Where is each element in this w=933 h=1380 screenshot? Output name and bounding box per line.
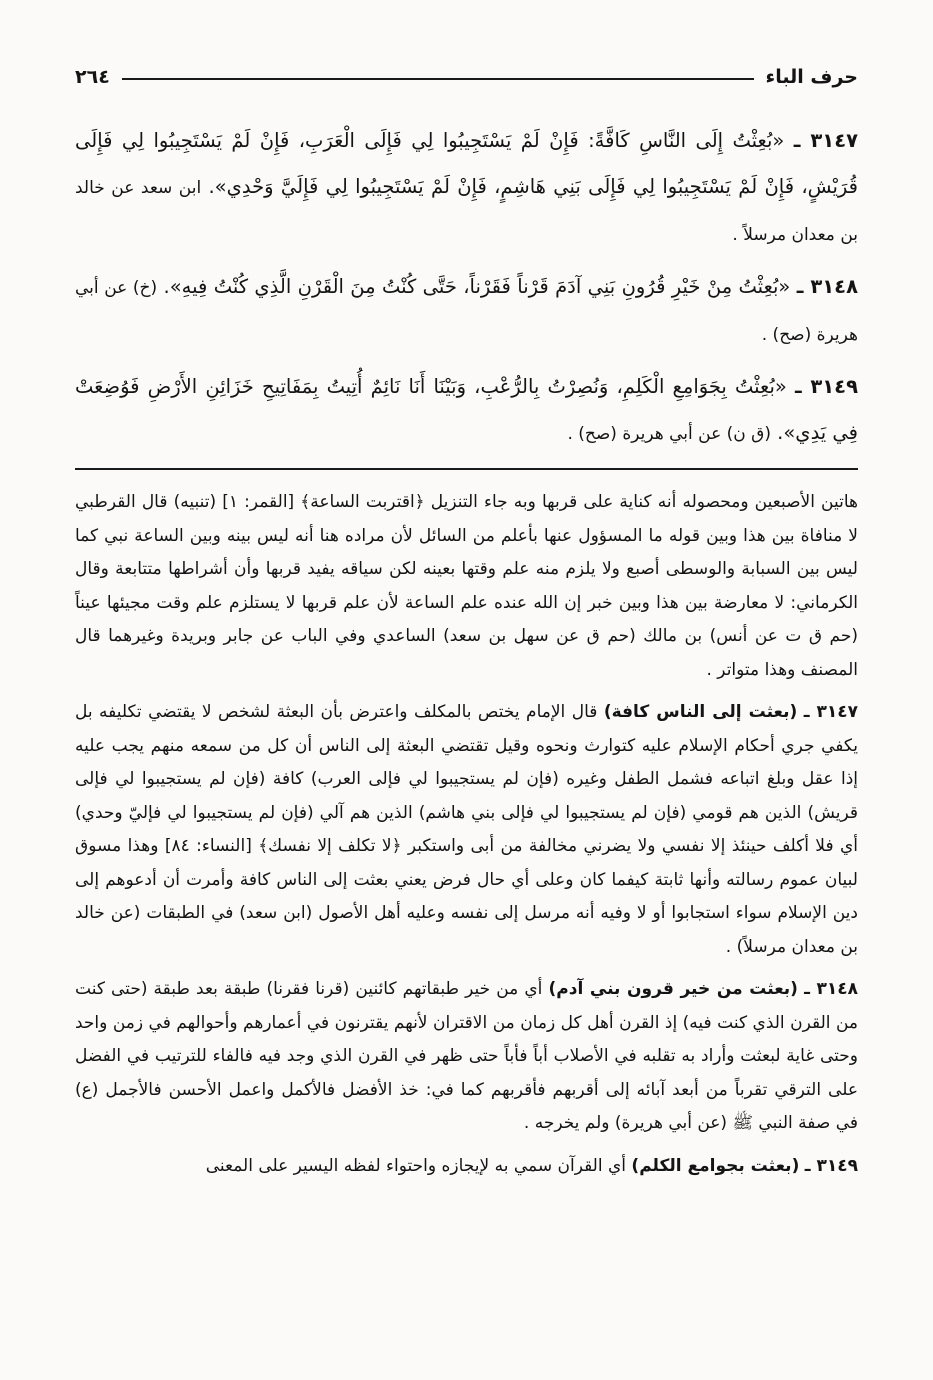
- hadith-source: (ق ن) عن أبي هريرة (صح) .: [567, 424, 771, 444]
- header-rule: [122, 78, 754, 80]
- commentary-text: أي القرآن سمي به لإيجازه واحتواء لفظه اليسير على المعنى: [205, 1155, 627, 1176]
- commentary-paragraph: [75, 696, 858, 964]
- commentary-text: هاتين الأصبعين ومحصوله أنه كناية على قربها وبه جاء التنزيل ﴿اقتربت الساعة﴾ [القمر: ١] (تنبيه) قال القرطبي لا منافاة بين هذا وبين قوله ما المسؤول عنها بأعلم من السائل لأن مراده هنا أنه ليس بينه وبين الساعة نبي كما ليس بين السبابة والوسطى أصبع ولا يلزم منه علم وقتها بعينه لكن سياقه يفيد قربها وأن أشراطها متتابعة وقال الكرماني: لا معارضة بين هذا وبين خبر إن الله عنده علم الساعة لأن علم قربها لا يستلزم علم وقت مجيئها عيناً (حم ق ت عن أنس) بن مالك (حم ق عن سهل بن سعد) الساعدي وفي الباب عن جابر وبريدة وغيرهما قال المصنف وهذا متواتر .: [75, 492, 858, 680]
- page-number: ٢٦٤: [75, 66, 110, 88]
- page-header: [75, 60, 858, 94]
- commentary-text: قال الإمام يختص بالمكلف واعترض بأن البعثة لشخص لا يقتضي تكليفه بل يكفي جري أحكام الإسلام عليه كتوارث ونحوه وقيل تقتضي البعثة إلى الناس أن كل من سمعه منهم يجب عليه إذا عقل وبلغ اتباعه فشمل الطفل وغيره (فإن لم يستجيبوا لي فإلى العرب) كافة (فإن لم يستجيبوا لي فإلى قريش) الذين هم قومي (فإن لم يستجيبوا لي فإلى بني هاشم) الذين هم آلي (فإن لم يستجيبوا لي فإليّ وحدي) أي فلا أكلف حينئذ إلا نفسي ولا يضرني مخالفة من أبى واستكبر ﴿لا تكلف إلا نفسك﴾ [النساء: ٨٤] وهذا مسوق لبيان عموم رسالته وأنها ثابتة كيفما كان وعلى أي حال فرض يعني بعثت إلى الناس كافة وأمرت أن أدعوهم إلى دين الإسلام سواء استجابوا أو لا وفيه أنه مرسل إلى نفسه وعليه أهل الأصول (ابن سعد) في الطبقات (عن خالد بن معدان مرسلاً) .: [75, 702, 858, 957]
- commentary-paragraph: [75, 973, 858, 1141]
- hadith-source: (خ) عن أبي هريرة (صح) .: [75, 278, 858, 345]
- commentary-section: [75, 486, 858, 1192]
- hadith-text: «بُعِثْتُ إِلَى النَّاسِ كَافَّةً: فَإِنْ لَمْ يَسْتَجِيبُوا لِي فَإِلَى الْعَرَبِ، فَإِنْ لَمْ يَسْتَجِيبُوا لِي فَإِلَى قُرَيْشٍ، فَإِنْ لَمْ يَسْتَجِيبُوا لِي فَإِلَى بَنِي هَاشِمٍ، فَإِنْ لَمْ يَسْتَجِيبُوا لِي فَإِلَيَّ وَحْدِي».: [75, 129, 858, 198]
- hadith-number: ٣١٤٧ ـ: [793, 129, 858, 152]
- commentary-number: ٣١٤٧ ـ: [803, 702, 859, 722]
- hadith-entry: [75, 118, 858, 258]
- commentary-number: ٣١٤٩ ـ: [804, 1155, 858, 1176]
- commentary-text: أي من خير طبقاتهم كائنين (قرنا فقرنا) طبقة بعد طبقة (حتى كنت من القرن الذي كنت فيه) إذ القرن أهل كل زمان من الاقتران لأنهم يقترنون في أعمارهم وأحوالهم في زمن واحد وحتى غاية لبعثت وأراد به تقلبه في الأصلاب أباً فأباً حتى ظهر في القرن الذي وجد فيه فالفاء للترتيب في الفضل على الترقي تقرباً من أبعد آبائه إلى أقربهم فأقربهم كما في: خذ الأفضل فالأكمل واعمل الأحسن فالأجمل (ع) في صفة النبي ﷺ (عن أبي هريرة) ولم يخرجه .: [75, 979, 858, 1133]
- hadith-source: ابن سعد عن خالد بن معدان مرسلاً .: [75, 178, 858, 245]
- hadith-entry: [75, 264, 858, 358]
- section-divider: [75, 468, 858, 470]
- hadith-number: ٣١٤٩ ـ: [794, 375, 858, 398]
- hadith-entry: [75, 364, 858, 457]
- chapter-title: حرف الباء: [765, 66, 858, 88]
- commentary-lemma: (بعثت من خير قرون بني آدم): [548, 979, 798, 999]
- hadith-text: «بُعِثْتُ بِجَوَامِعِ الْكَلِمِ، وَنُصِرْتُ بِالرُّعْبِ، وَبَيْنَا أَنَا نَائِمٌ أُتِيتُ بِمَفَاتِيحِ خَزَائِنِ الأَرْضِ فَوُضِعَتْ فِي يَدِي».: [75, 375, 858, 444]
- commentary-number: ٣١٤٨ ـ: [804, 979, 859, 999]
- hadith-number: ٣١٤٨ ـ: [796, 275, 858, 298]
- commentary-paragraph: [75, 1150, 858, 1184]
- commentary-lemma: (بعثت إلى الناس كافة): [603, 702, 798, 722]
- commentary-lemma: (بعثت بجوامع الكلم): [631, 1155, 800, 1176]
- hadith-text: «بُعِثْتُ مِنْ خَيْرِ قُرُونِ بَنِي آدَمَ قَرْناً فَقَرْناً، حَتَّى كُنْتُ مِنَ الْقَرْنِ الَّذِي كُنْتُ فِيهِ».: [163, 275, 791, 298]
- hadith-section: [75, 118, 858, 463]
- commentary-paragraph: [75, 486, 858, 687]
